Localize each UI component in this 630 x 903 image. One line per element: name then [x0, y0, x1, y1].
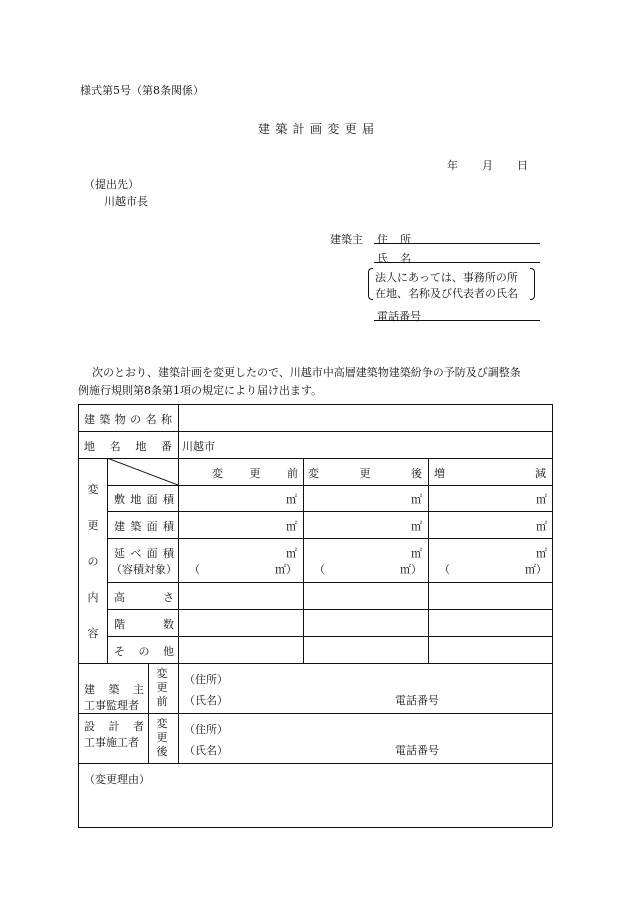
- unit: ㎡: [411, 547, 422, 560]
- col-before-header: 変 更 前: [212, 467, 298, 480]
- paren-close: ㎡）: [525, 563, 547, 576]
- after-name-field[interactable]: （氏名）: [184, 744, 228, 757]
- intro-text-line2: 例施行規則第8条第1項の規定により届け出ます。: [78, 384, 323, 397]
- party-label-supervisor: 工事監理者: [84, 699, 139, 712]
- building-area-label: 建 築 面 積: [114, 520, 174, 533]
- paren-open: （: [439, 563, 450, 576]
- applicant-label: 建築主: [330, 233, 363, 246]
- change-reason-label: （変更理由）: [84, 773, 150, 786]
- corp-note-line1: 法人にあっては、事務所の所: [375, 271, 518, 284]
- height-label: 高 さ: [114, 591, 174, 604]
- corp-note-line2: 在地、名称及び代表者の氏名: [375, 287, 518, 300]
- party-label-contractor: 工事施工者: [84, 736, 139, 749]
- unit: ㎡: [411, 493, 422, 506]
- unit: ㎡: [286, 547, 297, 560]
- before-phone-field[interactable]: 電話番号: [395, 694, 439, 707]
- other-label: そ の 他: [114, 645, 174, 658]
- after-phone-field[interactable]: 電話番号: [395, 744, 439, 757]
- before-vertical-label: 変 更 前: [156, 667, 168, 708]
- intro-text-line1: 次のとおり、建築計画を変更したので、川越市中高層建築物建築紛争の予防及び調整条: [92, 366, 521, 379]
- building-name-label: 建 築 物 の 名 称: [84, 413, 172, 426]
- unit: ㎡: [536, 520, 547, 533]
- applicant-phone-line: [374, 320, 540, 321]
- col-after-header: 変 更 後: [308, 467, 422, 480]
- applicant-phone-label: 電話番号: [377, 310, 421, 323]
- unit: ㎡: [411, 520, 422, 533]
- unit: ㎡: [286, 493, 297, 506]
- corp-note-bracket-left: [368, 268, 373, 300]
- before-address-field[interactable]: （住所）: [184, 673, 228, 686]
- unit: ㎡: [536, 547, 547, 560]
- applicant-name-line: [374, 262, 540, 263]
- building-name-field[interactable]: [180, 406, 550, 429]
- before-name-field[interactable]: （氏名）: [184, 694, 228, 707]
- date-year: 年: [447, 159, 458, 172]
- party-label-designer: 設 計 者: [84, 720, 144, 733]
- unit: ㎡: [536, 493, 547, 506]
- after-address-field[interactable]: （住所）: [184, 723, 228, 736]
- applicant-address-line: [374, 243, 540, 244]
- location-value[interactable]: 川越市: [182, 440, 215, 453]
- paren-open: （: [189, 563, 200, 576]
- addressee-label: （提出先）: [84, 178, 139, 191]
- change-content-label: 変 更 の 内 容: [87, 483, 99, 640]
- site-area-label: 敷 地 面 積: [114, 493, 174, 506]
- after-vertical-label: 変 更 後: [156, 717, 168, 758]
- change-reason-field[interactable]: [80, 788, 550, 825]
- party-label-owner: 建 築 主: [84, 683, 144, 696]
- form-number: 様式第5号（第8条関係）: [80, 84, 204, 97]
- applicant-address-label: 住 所: [377, 233, 411, 246]
- floors-label: 階 数: [114, 618, 174, 631]
- paren-close: ㎡）: [275, 563, 297, 576]
- corp-note-bracket-right: [530, 268, 535, 300]
- floor-area-label: 延 べ 面 積: [114, 547, 174, 560]
- document-title: 建 築 計 画 変 更 届: [258, 122, 374, 136]
- col-diff-header: 増 減: [434, 467, 546, 480]
- floor-area-sub-label: （容積対象）: [111, 563, 177, 576]
- header-diagonal: [107, 458, 178, 485]
- applicant-name-label: 氏 名: [377, 252, 411, 265]
- paren-open: （: [314, 563, 325, 576]
- location-label: 地 名 地 番: [84, 440, 172, 453]
- addressee-name: 川越市長: [104, 195, 148, 208]
- unit: ㎡: [286, 520, 297, 533]
- date-month: 月: [482, 159, 493, 172]
- date-day: 日: [517, 159, 528, 172]
- paren-close: ㎡）: [400, 563, 422, 576]
